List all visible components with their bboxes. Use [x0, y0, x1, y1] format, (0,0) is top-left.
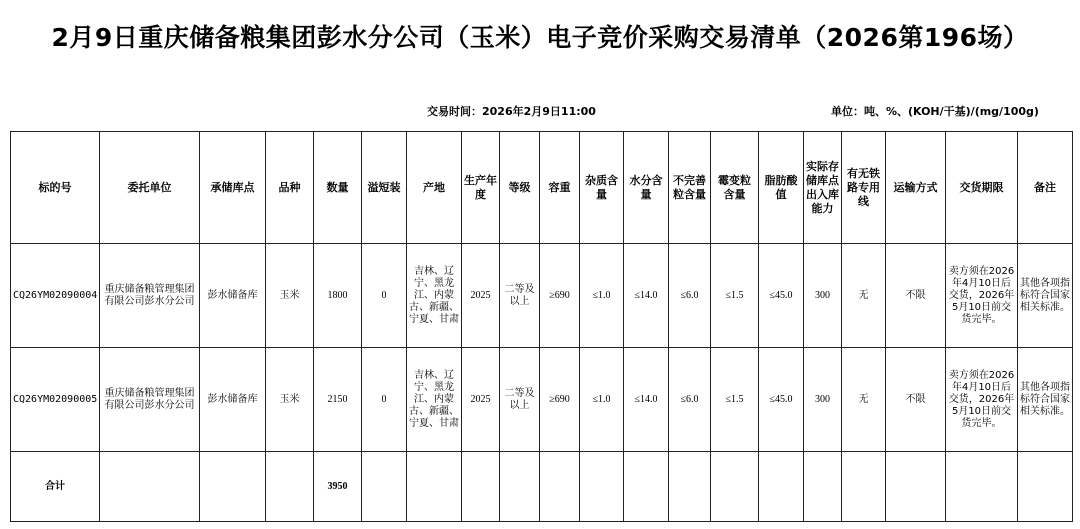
cell-density: ≥690 — [540, 244, 580, 348]
cell-impurity: ≤1.0 — [580, 348, 624, 452]
header-fatty-acid: 脂肪酸值 — [759, 132, 804, 244]
header-row — [11, 132, 1073, 244]
header-mould: 霉变粒含量 — [711, 132, 759, 244]
total-quantity: 3950 — [314, 452, 362, 522]
cell-imperfect: ≤6.0 — [669, 244, 711, 348]
cell-imperfect: ≤6.0 — [669, 348, 711, 452]
empty-cell — [462, 452, 500, 522]
table-row — [11, 348, 1073, 452]
empty-cell — [362, 452, 407, 522]
cell-variety: 玉米 — [266, 348, 314, 452]
cell-lot-id: CQ26YM02090004 — [11, 244, 100, 348]
header-lot-id: 标的号 — [11, 132, 100, 244]
cell-impurity: ≤1.0 — [580, 244, 624, 348]
cell-fatty-acid: ≤45.0 — [759, 348, 804, 452]
cell-quantity: 2150 — [314, 348, 362, 452]
empty-cell — [759, 452, 804, 522]
header-consignor: 委托单位 — [100, 132, 200, 244]
header-density: 容重 — [540, 132, 580, 244]
cell-year: 2025 — [462, 348, 500, 452]
empty-cell — [842, 452, 886, 522]
cell-grade: 二等及以上 — [500, 244, 540, 348]
trade-table — [10, 131, 1073, 522]
cell-bond: 0 — [362, 348, 407, 452]
empty-cell — [669, 452, 711, 522]
cell-origin: 吉林、辽宁、黑龙江、内蒙古、新疆、宁夏、甘肃 — [407, 348, 462, 452]
cell-railway: 无 — [842, 244, 886, 348]
empty-cell — [500, 452, 540, 522]
cell-quantity: 1800 — [314, 244, 362, 348]
empty-cell — [266, 452, 314, 522]
cell-mould: ≤1.5 — [711, 244, 759, 348]
empty-cell — [624, 452, 669, 522]
cell-year: 2025 — [462, 244, 500, 348]
cell-remarks: 其他各项指标符合国家相关标准。 — [1018, 348, 1073, 452]
empty-cell — [946, 452, 1018, 522]
cell-density: ≥690 — [540, 348, 580, 452]
header-origin: 产地 — [407, 132, 462, 244]
cell-fatty-acid: ≤45.0 — [759, 244, 804, 348]
header-variety: 品种 — [266, 132, 314, 244]
header-capacity: 实际存储库点出入库能力 — [804, 132, 842, 244]
cell-capacity: 300 — [804, 348, 842, 452]
empty-cell — [711, 452, 759, 522]
empty-cell — [804, 452, 842, 522]
cell-moisture: ≤14.0 — [624, 348, 669, 452]
cell-depot: 彭水储备库 — [200, 348, 266, 452]
empty-cell — [1018, 452, 1073, 522]
cell-origin: 吉林、辽宁、黑龙江、内蒙古、新疆、宁夏、甘肃 — [407, 244, 462, 348]
header-bond: 溢短装 — [362, 132, 407, 244]
page-title: 2月9日重庆储备粮集团彭水分公司（玉米）电子竞价采购交易清单（2026第196场） — [51, 23, 1029, 52]
header-railway: 有无铁路专用线 — [842, 132, 886, 244]
empty-cell — [886, 452, 946, 522]
empty-cell — [407, 452, 462, 522]
header-quantity: 数量 — [314, 132, 362, 244]
header-year: 生产年度 — [462, 132, 500, 244]
cell-capacity: 300 — [804, 244, 842, 348]
header-impurity: 杂质含量 — [580, 132, 624, 244]
header-delivery: 交货期限 — [946, 132, 1018, 244]
empty-cell — [540, 452, 580, 522]
total-label: 合计 — [11, 452, 100, 522]
cell-transport: 不限 — [886, 244, 946, 348]
header-remarks: 备注 — [1018, 132, 1073, 244]
cell-transport: 不限 — [886, 348, 946, 452]
trade-time: 交易时间：2026年2月9日11:00 — [427, 105, 596, 118]
empty-cell — [580, 452, 624, 522]
header-grade: 等级 — [500, 132, 540, 244]
unit-label: 单位：吨、%、(KOH/干基)/(mg/100g) — [831, 105, 1039, 118]
header-depot: 承储库点 — [200, 132, 266, 244]
table-row — [11, 244, 1073, 348]
cell-remarks: 其他各项指标符合国家相关标准。 — [1018, 244, 1073, 348]
cell-delivery: 卖方须在2026年4月10日后交货，2026年5月10日前交货完毕。 — [946, 244, 1018, 348]
cell-mould: ≤1.5 — [711, 348, 759, 452]
empty-cell — [200, 452, 266, 522]
cell-bond: 0 — [362, 244, 407, 348]
header-imperfect: 不完善粒含量 — [669, 132, 711, 244]
cell-lot-id: CQ26YM02090005 — [11, 348, 100, 452]
cell-delivery: 卖方须在2026年4月10日后交货，2026年5月10日前交货完毕。 — [946, 348, 1018, 452]
empty-cell — [100, 452, 200, 522]
header-transport: 运输方式 — [886, 132, 946, 244]
cell-consignor: 重庆储备粮管理集团有限公司彭水分公司 — [100, 348, 200, 452]
cell-railway: 无 — [842, 348, 886, 452]
cell-consignor: 重庆储备粮管理集团有限公司彭水分公司 — [100, 244, 200, 348]
total-row — [11, 452, 1073, 522]
cell-variety: 玉米 — [266, 244, 314, 348]
cell-moisture: ≤14.0 — [624, 244, 669, 348]
cell-depot: 彭水储备库 — [200, 244, 266, 348]
header-moisture: 水分含量 — [624, 132, 669, 244]
cell-grade: 二等及以上 — [500, 348, 540, 452]
